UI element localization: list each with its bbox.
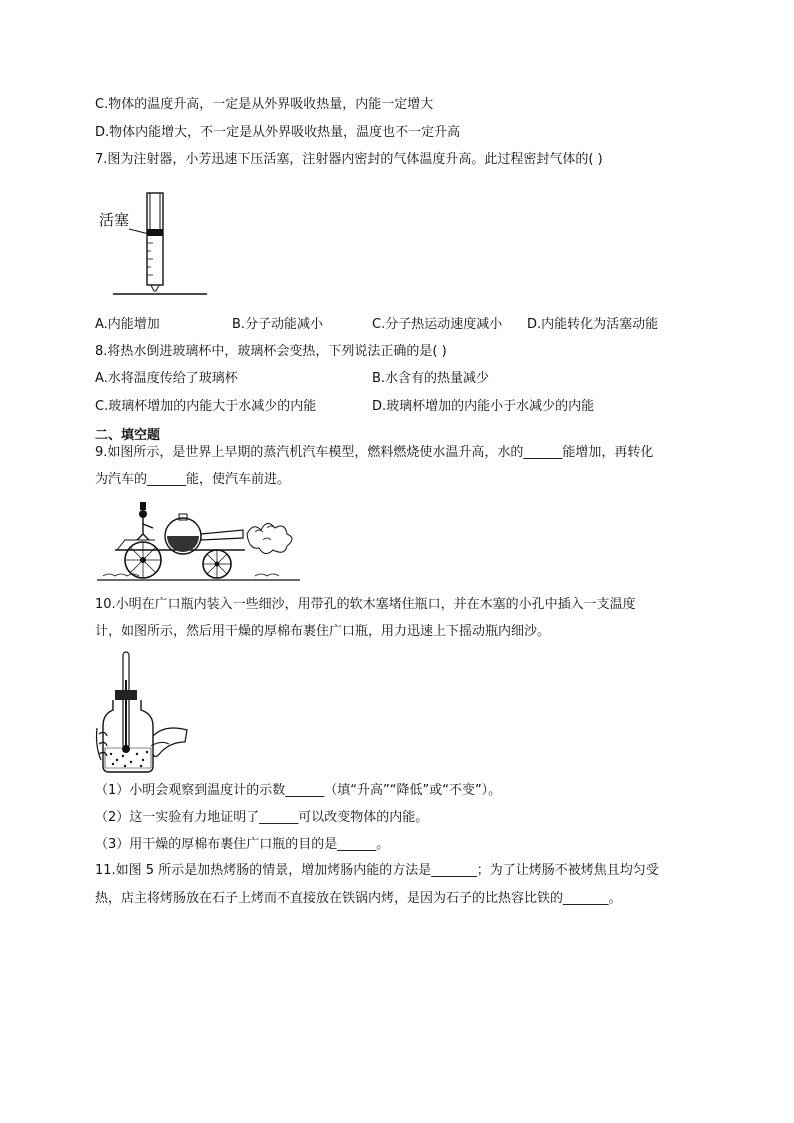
q9-line2: 为汽车的______能，使汽车前进。 <box>95 472 291 487</box>
q8-option-c: C.玻璃杯增加的内能大于水减少的内能 <box>95 399 317 414</box>
q8-option-d: D.玻璃杯增加的内能小于水减少的内能 <box>372 399 595 414</box>
q10-line1: 10.小明在广口瓶内装入一些细沙，用带孔的软木塞堵住瓶口，并在木塞的小孔中插入一支温度 <box>95 597 636 612</box>
syringe-figure <box>95 185 215 300</box>
q10-sub2: （2）这一实验有力地证明了______可以改变物体的内能。 <box>95 810 429 825</box>
steam-car-figure <box>95 500 305 585</box>
q6-option-c: C.物体的温度升高，一定是从外界吸收热量，内能一定增大 <box>95 97 434 112</box>
q7-option-d: D.内能转化为活塞动能 <box>527 317 659 332</box>
bottle-thermometer-figure <box>95 650 190 775</box>
q7-option-b: B.分子动能减小 <box>232 317 324 332</box>
q10-line2: 计，如图所示，然后用干燥的厚棉布裹住广口瓶，用力迅速上下摇动瓶内细沙。 <box>95 624 551 639</box>
q10-sub3: （3）用干燥的厚棉布裹住广口瓶的目的是______。 <box>95 837 390 852</box>
q7-option-c: C.分子热运动速度减小 <box>372 317 503 332</box>
section-heading: 二、填空题 <box>95 428 161 443</box>
q9-line1: 9.如图所示，是世界上早期的蒸汽机汽车模型，燃料燃烧使水温升高，水的______能增加，再转化 <box>95 445 654 460</box>
q8-option-b: B.水含有的热量减少 <box>372 371 490 386</box>
q11-line2: 热，店主将烤肠放在石子上烤而不直接放在铁锅内烤，是因为石子的比热容比铁的_______。 <box>95 891 622 906</box>
q10-sub1: （1）小明会观察到温度计的示数______（填“升高”“降低”或“不变”）。 <box>95 783 502 798</box>
q11-line1: 11.如图 5 所示是加热烤肠的情景，增加烤肠内能的方法是_______；为了让烤肠不被烤焦且均匀受 <box>95 863 659 878</box>
q7-question: 7.图为注射器，小芳迅速下压活塞，注射器内密封的气体温度升高。此过程密封气体的( ) <box>95 152 603 167</box>
q8-option-a: A.水将温度传给了玻璃杯 <box>95 371 238 386</box>
q7-option-a: A.内能增加 <box>95 317 160 332</box>
piston-label: 活塞 <box>99 211 130 229</box>
q6-option-d: D.物体内能增大，不一定是从外界吸收热量，温度也不一定升高 <box>95 125 461 140</box>
q8-question: 8.将热水倒进玻璃杯中，玻璃杯会变热，下列说法正确的是( ) <box>95 344 447 359</box>
